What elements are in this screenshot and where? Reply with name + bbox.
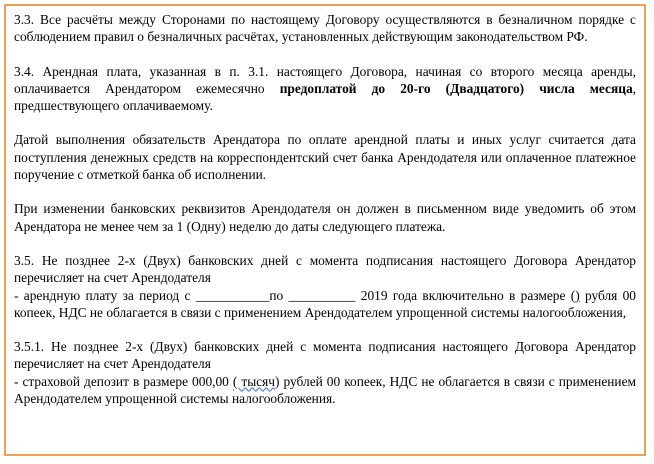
bank-details-text: При изменении банковских реквизитов Арендодателя он должен в письменном виде уведомить об этом Арендатора не менее чем за 1 (Одну) неделю до даты следующего платежа. — [14, 201, 636, 234]
rent-line-text-d: рубля 00 копеек, НДС не облагается в связи с применением Арендодателем упрощенной системы налогообложения, — [14, 287, 636, 320]
clause-3-4-text-a: 3.4. Арендная плата, указанная в п. 3.1. настоящего Договора, начиная со второго месяца аренды, оплачивается Арендатором ежемесячно — [14, 63, 636, 96]
payment-date-paragraph — [14, 131, 636, 183]
clause-3-3 — [14, 11, 636, 46]
rent-line-text-c: 2019 года включительно в размере — [355, 287, 571, 303]
deposit-line-text-a: - страховой депозит в размере 000,00 — [14, 373, 233, 389]
deposit-amount-words: ( тысяч — [232, 373, 276, 389]
rent-amount-blank: () — [570, 287, 580, 303]
clause-3-5-1-head — [14, 338, 636, 373]
document-frame — [4, 4, 646, 456]
rent-line-text-b: по — [269, 287, 289, 303]
clause-3-5-head — [14, 252, 636, 287]
rent-period-end-blank: __________ — [288, 287, 356, 303]
clause-3-5-1-head-text: 3.5.1. Не позднее 2-х (Двух) банковских дней с момента подписания настоящего Договора Арендатор перечисляет на счет Арендодателя — [14, 339, 636, 372]
clause-3-5-head-text: 3.5. Не позднее 2-х (Двух) банковских дней с момента подписания настоящего Договора Арендатор перечисляет на счет Арендодателя — [14, 252, 636, 286]
clause-3-3-text: 3.3. Все расчёты между Сторонами по настоящему Договору осуществляются в безналичном порядке с соблюдением правил о безналичных расчётах, установленных действующим законодательством РФ. — [14, 12, 636, 45]
rent-line-text-a: - арендную плату за период с — [14, 287, 196, 303]
clause-3-4 — [14, 63, 636, 115]
rent-period-start-blank: ___________ — [195, 287, 270, 303]
payment-date-text: Датой выполнения обязательств Арендатора по оплате арендной платы и иных услуг считается дата поступления денежных средств на корреспондентский счет банка Арендодателя или оплаченное платежное поручение с отметкой банка об исполнении. — [14, 132, 636, 183]
clause-3-4-text-b: , предшествующего оплачиваемому. — [14, 80, 636, 114]
clause-3-5-1-deposit-line — [14, 373, 636, 408]
deposit-line-text-b: ) рублей 00 копеек, НДС не облагается в связи с применением Арендодателем упрощенной системы налогообложения. — [14, 373, 637, 407]
clause-3-5-rent-line — [14, 287, 636, 322]
clause-3-4-bold: предоплатой до 20-го (Двадцатого) числа месяца — [279, 80, 633, 96]
bank-details-paragraph — [14, 200, 636, 235]
